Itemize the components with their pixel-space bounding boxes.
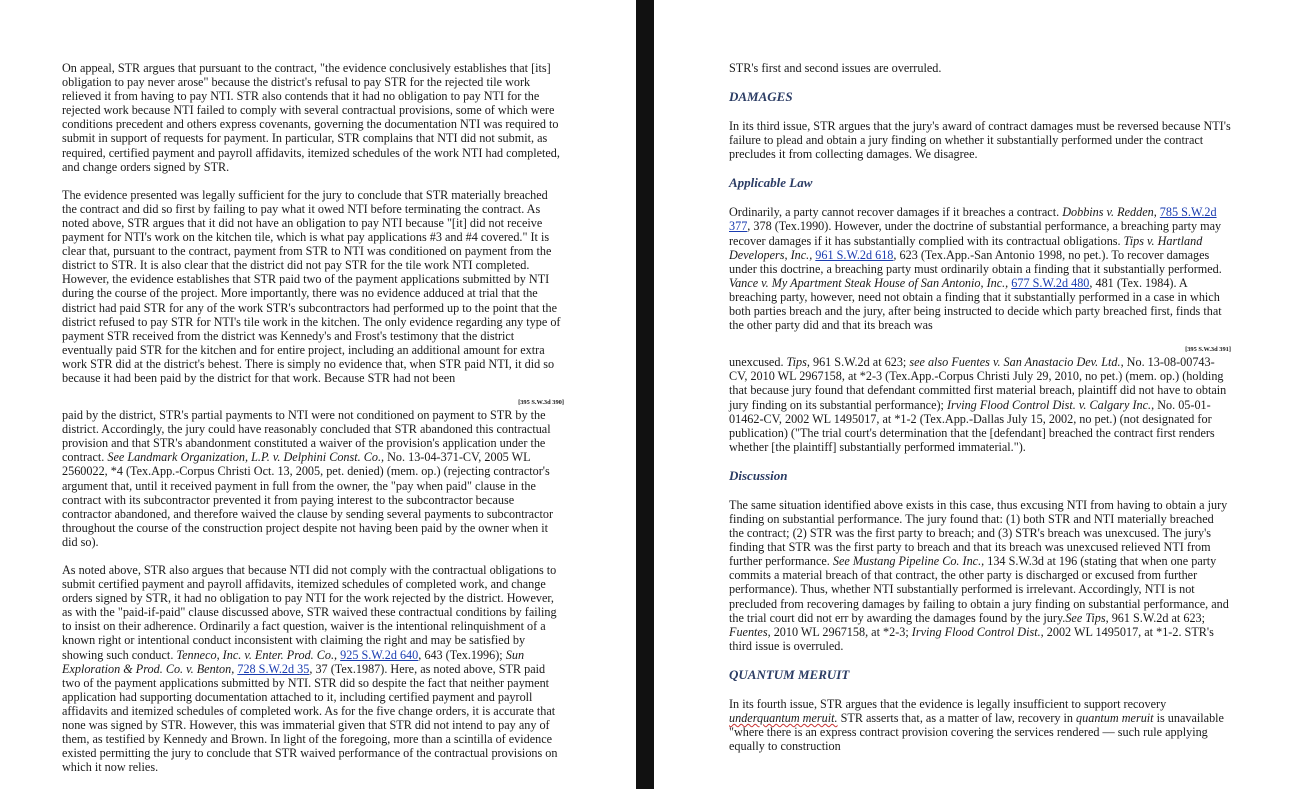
paragraph: unexcused. Tips, 961 S.W.2d at 623; see also Fuentes v. San Anastacio Dev. Ltd., No. 13-08-00743-CV, 2010 WL 2967158, at *2-3 (Tex.App.-Corpus Christi July 29, 2010, no pet.) (mem. op.) (holding that because jury found that defendant committed first material breach, plaintiff did not have to obtain jury finding on its substantial performance); Irving Flood Control Dist. v. Calgary Inc., No. 05-01-01462-CV, 2002 WL 1495017, at *1-2 (Tex.App.-Dallas July 15, 2002, no pet.) (not designated for publication) ("The trial court's determination that the [defendant] breached the contract first renders whether [the plaintiff] substantially performed immaterial."). [729, 355, 1227, 454]
case-name: Landmark Organization, L.P. v. Delphini Const. Co., [127, 450, 385, 465]
paragraph: The evidence presented was legally sufficient for the jury to conclude that STR materially breached the contract and did so first by failing to pay what it owed NTI before terminating the contract. As noted above, STR argues that it did not have an obligation to pay NTI because "[it] did not receive payment for NTI's work on the kitchen tile, which is what pay applications #3 and #4 covered." It is clear that, pursuant to the contract, payment from STR to NTI was conditioned on payment from the district to STR. It is also clear that the district did not pay STR for the tile work NTI completed. However, the evidence establishes that STR paid two of the payment applications submitted by NTI during the course of the project. More importantly, there was no evidence adduced at trial that the district had paid STR for any of the work STR's subcontractors had performed up to the point that the district refused to pay STR for NTI's tile work in the kitchen. The only evidence regarding any type of payment STR received from the district was Kennedy's and Frost's testimony that the district eventually paid STR for the kitchen and for entire project, including an additional amount for extra work STR did at the district's behest. There is simply no evidence that, when STR paid NTI, it did so because it had been paid by the district for that work. Because STR had not been [62, 187, 561, 385]
page-gutter [636, 0, 654, 789]
case-name: Tips v. Hartland Developers, Inc., [729, 233, 1203, 262]
left-column [62, 61, 564, 788]
section-heading-discussion: Discussion [729, 467, 788, 483]
page-break-marker: [395 S.W.3d 390] [518, 399, 564, 407]
paragraph: STR's first and second issues are overruled. [729, 61, 942, 75]
case-name: Sun Exploration & Prod. Co. v. Benton, [62, 647, 525, 676]
case-name: Dobbins v. Redden, [1062, 205, 1157, 220]
paragraph: As noted above, STR also argues that because NTI did not comply with the contractual obligations to submit certified payment and payroll affidavits, itemized schedules of completed work, and change orders signed by STR, it had no obligation to pay NTI for the work rejected by the district. However, as with the "paid-if-paid" clause discussed above, STR waived these contractual conditions by failing to insist on their adherence. Ordinarily a fact question, waiver is the intentional relinquishment of a known right or intentional conduct inconsistent with claiming the right and may be satisfied by showing such conduct. Tenneco, Inc. v. Enter. Prod. Co., 925 S.W.2d 640, 643 (Tex.1996); Sun Exploration & Prod. Co. v. Benton, 728 S.W.2d 35, 37 (Tex.1987). Here, as noted above, STR paid two of the payment applications submitted by NTI. STR did so despite the fact that neither payment application had supporting documentation attached to it, including certified payment and payroll affidavits and itemized schedules of completed work. As for the five change orders, it is accurate that none was signed by STR. However, this was immaterial given that STR did not intend to pay any of them, as testified by Kennedy and Brown. In light of the foregoing, more than a scintilla of evidence existed permitting the jury to conclude that STR waived performance of the contractual provisions on which it now relies. [62, 563, 558, 775]
case-name: Irving Flood Control Dist. v. Calgary Inc. [946, 397, 1152, 412]
section-heading-applicable-law: Applicable Law [729, 175, 813, 191]
citation-link[interactable]: 961 S.W.2d 618 [815, 247, 894, 262]
left-page [0, 0, 636, 789]
case-name: Fuentes v. San Anastacio Dev. Ltd., [948, 355, 1124, 370]
section-heading-damages: DAMAGES [729, 89, 793, 105]
citation-link[interactable]: 728 S.W.2d 35 [237, 661, 310, 676]
case-name: Tenneco, Inc. v. Enter. Prod. Co., [176, 647, 338, 662]
citation-link[interactable]: 785 S.W.2d 377 [729, 205, 1217, 234]
paragraph: paid by the district, STR's partial payments to NTI were not conditioned on payment to STR by the district. Accordingly, the jury could have reasonably concluded that STR abandoned this contractual provision and that STR's abandonment constituted a waiver of the provision's application under the contract. See Landmark Organization, L.P. v. Delphini Const. Co., No. 13-04-371-CV, 2005 WL 2560022, *4 (Tex.App.-Corpus Christi Oct. 13, 2005, pet. denied) (mem. op.) (rejecting contractor's argument that, until it received payment in full from the owner, the "pay when paid" clause in the contract with its subcontractor prevented it from paying interest to the subcontractor because contractor abandoned, and therefore waived the clause by sending several payments to subcontractor throughout the course of the construction project despite not having been paid by the owner when it did so). [62, 408, 554, 549]
citation-link[interactable]: 925 S.W.2d 640 [340, 647, 419, 662]
case-name: Mustang Pipeline Co. Inc., [849, 554, 985, 569]
section-heading-quantum-meruit: QUANTUM MERUIT [729, 666, 850, 682]
case-name: Vance v. My Apartment Steak House of San Antonio, Inc., [729, 275, 1009, 290]
right-page [654, 0, 1300, 789]
paragraph: The same situation identified above exists in this case, thus excusing NTI from having to obtain a jury finding on substantial performance. The jury found that: (1) both STR and NTI materially breached the contract; (2) STR was the first party to breach; and (3) STR's breach was unexcused. The jury's finding that STR was the first party to breach and that its breach was unexcused relieved NTI from further performance. See Mustang Pipeline Co. Inc., 134 S.W.3d at 196 (stating that when one party commits a material breach of that contract, the other party is discharged or excused from further performance). Thus, whether NTI substantially performed is irrelevant. Accordingly, NTI is not precluded from recovering damages by failing to obtain a jury finding on substantial performance, and the trial court did not err by awarding the damages found by the jury.See Tips, 961 S.W.2d at 623; Fuentes, 2010 WL 2967158, at *2-3; Irving Flood Control Dist., 2002 WL 1495017, at *1-2. STR's third issue is overruled. [729, 497, 1229, 653]
case-name: Tips, [1082, 610, 1109, 625]
case-name: Irving Flood Control Dist., [911, 624, 1044, 639]
case-name: Tips, [786, 355, 810, 370]
paragraph: In its third issue, STR argues that the jury's award of contract damages must be reversed because NTI's failure to plead and obtain a jury finding on whether it substantially performed under the contract precludes it from collecting damages. We disagree. [729, 119, 1231, 162]
case-name: Fuentes, [729, 624, 771, 639]
right-column [729, 61, 1231, 767]
paragraph: In its fourth issue, STR argues that the evidence is legally insufficient to support recovery underquantum meruit. STR asserts that, as a matter of law, recovery in quantum meruit is unavailable "where there is an express contract provision covering the services rendered — such rule applying equally to construction [729, 696, 1224, 754]
paragraph: On appeal, STR argues that pursuant to the contract, "the evidence conclusively establishes that [its] obligation to pay never arose" because the district's refusal to pay STR for the rejected tile work relieved it from having to pay NTI. STR also contends that it had no obligation to pay NTI for the rejected work because NTI failed to comply with several contractual provisions, some of which were conditions precedent and others express covenants, governing the documentation NTI was required to submit in support of requests for payment. In particular, STR complains that NTI did not submit, as required, certified payment and payroll affidavits, itemized schedules of the work NTI had completed, and change orders signed by STR. [62, 61, 560, 174]
citation-link[interactable]: 677 S.W.2d 480 [1011, 275, 1090, 290]
paragraph: Ordinarily, a party cannot recover damages if it breaches a contract. Dobbins v. Redden, 785 S.W.2d 377, 378 (Tex.1990). However, under the doctrine of substantial performance, a breaching party may recover damages if it has substantially complied with its contractual obligations. Tips v. Hartland Developers, Inc., 961 S.W.2d 618, 623 (Tex.App.-San Antonio 1998, no pet.). To recover damages under this doctrine, a breaching party must ordinarily obtain a finding that it substantially performed. Vance v. My Apartment Steak House of San Antonio, Inc., 677 S.W.2d 480, 481 (Tex. 1984). A breaching party, however, need not obtain a finding that it substantially performed in a case in which both parties breach and the jury, after being instructed to decide which party breached first, finds that the other party did and that its breach was [729, 205, 1222, 333]
page-break-marker: [395 S.W.3d 391] [1185, 346, 1231, 354]
